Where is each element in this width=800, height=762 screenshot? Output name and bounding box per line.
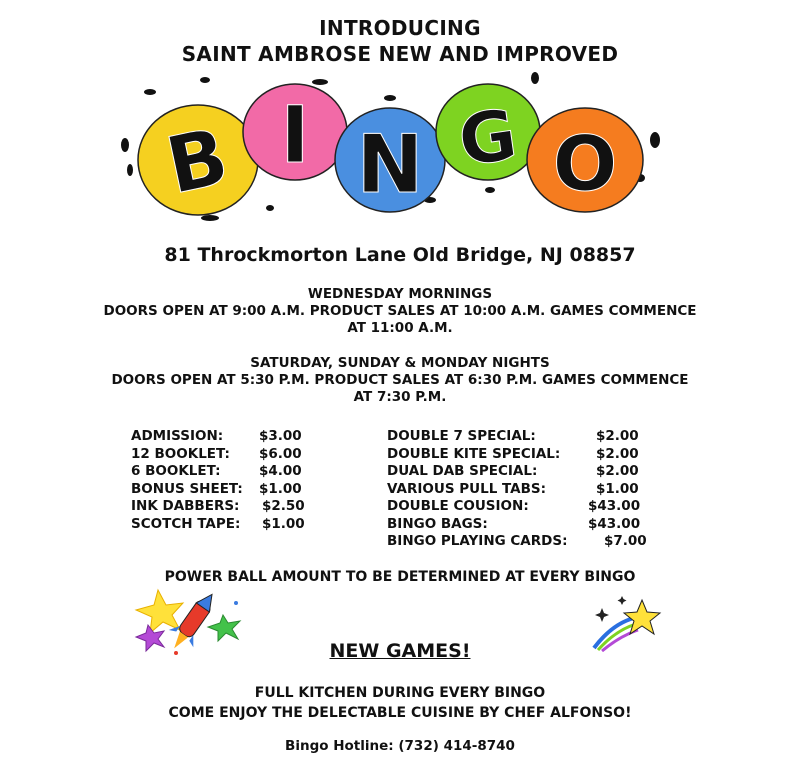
price-value: $4.00	[259, 463, 302, 479]
chef-line: COME ENJOY THE DELECTABLE CUISINE BY CHEF ALFONSO!	[168, 705, 632, 721]
price-label: BINGO PLAYING CARDS:	[387, 533, 568, 549]
price-value: $43.00	[588, 498, 641, 514]
price-row	[387, 463, 657, 481]
price-value: $1.00	[596, 480, 639, 497]
price-row	[131, 516, 331, 534]
price-row	[387, 533, 657, 551]
price-value: $2.00	[596, 445, 639, 462]
price-list-left	[131, 428, 331, 533]
price-value: $3.00	[259, 428, 302, 444]
price-row	[387, 481, 657, 499]
address: 81 Throckmorton Lane Old Bridge, NJ 08857	[164, 244, 636, 266]
price-label: 12 BOOKLET:	[131, 445, 230, 462]
price-row	[131, 498, 331, 516]
price-value: $2.00	[596, 428, 639, 444]
price-row	[387, 446, 657, 464]
price-list-right	[387, 428, 657, 551]
price-value: $43.00	[588, 515, 641, 532]
weekend-times-cont: AT 7:30 P.M.	[353, 389, 447, 405]
wednesday-times-cont: AT 11:00 A.M.	[347, 320, 453, 336]
price-row	[131, 463, 331, 481]
wednesday-title: WEDNESDAY MORNINGS	[307, 286, 493, 302]
new-games-heading: NEW GAMES!	[329, 640, 471, 662]
logo-letter-n: N	[356, 118, 424, 211]
price-row	[387, 428, 657, 446]
price-value: $1.00	[262, 515, 305, 532]
price-row	[131, 446, 331, 464]
star-icon	[624, 600, 660, 634]
logo-letter-o: O	[552, 119, 618, 208]
price-label: VARIOUS PULL TABS:	[387, 480, 547, 497]
price-value: $6.00	[259, 445, 302, 462]
weekend-times: DOORS OPEN AT 5:30 P.M. PRODUCT SALES AT 6:30 P.M. GAMES COMMENCE	[111, 372, 689, 388]
kitchen-info	[0, 683, 800, 723]
intro-heading: INTRODUCING	[319, 16, 481, 40]
price-value: $2.00	[596, 463, 639, 479]
bingo-logo	[110, 70, 670, 230]
weekend-title: SATURDAY, SUNDAY & MONDAY NIGHTS	[250, 355, 550, 371]
price-row	[131, 481, 331, 499]
wednesday-schedule	[0, 286, 800, 337]
logo-letter-i: I	[280, 91, 310, 181]
logo-letter-g: G	[453, 93, 522, 183]
price-label: BINGO BAGS:	[387, 515, 488, 532]
price-row	[131, 428, 331, 446]
wednesday-times: DOORS OPEN AT 9:00 A.M. PRODUCT SALES AT 10:00 A.M. GAMES COMMENCE	[103, 303, 697, 319]
price-row	[387, 498, 657, 516]
price-label: DOUBLE KITE SPECIAL:	[387, 445, 561, 462]
price-label: INK DABBERS:	[131, 498, 240, 514]
weekend-schedule	[0, 355, 800, 406]
sparkle-icon	[595, 608, 609, 622]
price-value: $7.00	[604, 533, 647, 549]
price-value: $1.00	[259, 480, 302, 497]
price-label: DOUBLE 7 SPECIAL:	[387, 428, 536, 444]
kitchen-line: FULL KITCHEN DURING EVERY BINGO	[254, 685, 546, 701]
sparkle-icon	[618, 596, 627, 605]
price-label: 6 BOOKLET:	[131, 463, 221, 479]
price-label: SCOTCH TAPE:	[131, 515, 241, 532]
title-heading: SAINT AMBROSE NEW AND IMPROVED	[181, 42, 619, 66]
price-label: ADMISSION:	[131, 428, 224, 444]
price-label: DOUBLE COUSION:	[387, 498, 529, 514]
powerball-note: POWER BALL AMOUNT TO BE DETERMINED AT EVERY BINGO	[164, 569, 636, 585]
price-label: BONUS SHEET:	[131, 480, 243, 497]
price-value: $2.50	[262, 498, 305, 514]
hotline: Bingo Hotline: (732) 414-8740	[285, 738, 515, 754]
green-star-icon	[208, 615, 240, 641]
price-label: DUAL DAB SPECIAL:	[387, 463, 538, 479]
logo-letter-b: B	[158, 111, 236, 213]
yellow-star-icon	[136, 590, 183, 633]
price-row	[387, 516, 657, 534]
